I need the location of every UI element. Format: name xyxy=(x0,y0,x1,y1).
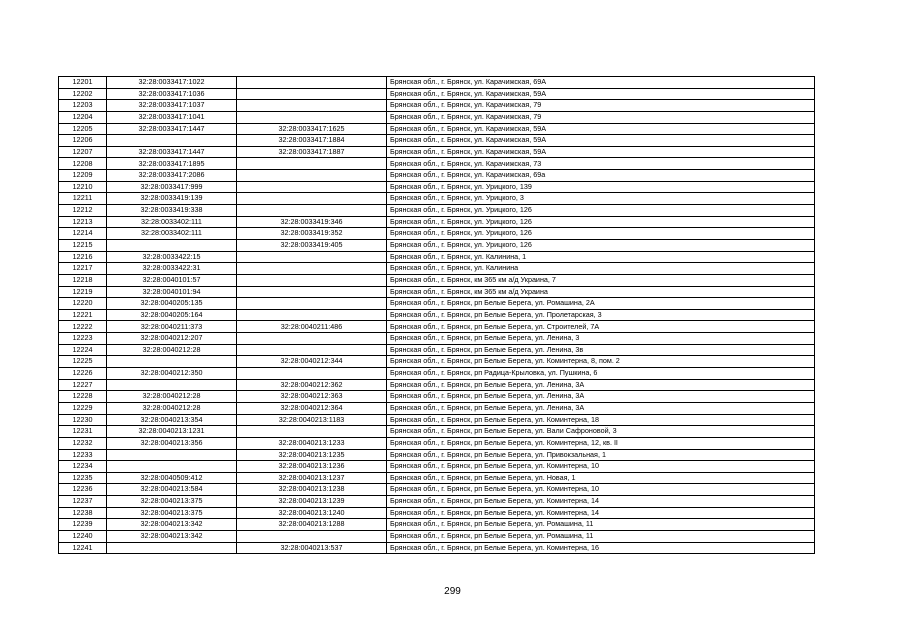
address-cell: Брянская обл., г. Брянск, ул. Карачижская, 73 xyxy=(387,158,815,170)
row-number-cell: 12210 xyxy=(59,181,107,193)
row-number-cell: 12237 xyxy=(59,496,107,508)
linked-cadastral-number-cell xyxy=(237,158,387,170)
linked-cadastral-number-cell: 32:28:0033419:405 xyxy=(237,239,387,251)
cadastral-number-cell: 32:28:0033419:338 xyxy=(107,205,237,217)
cadastral-number-cell xyxy=(107,239,237,251)
linked-cadastral-number-cell: 32:28:0040211:486 xyxy=(237,321,387,333)
linked-cadastral-number-cell xyxy=(237,426,387,438)
row-number-cell: 12213 xyxy=(59,216,107,228)
row-number-cell: 12231 xyxy=(59,426,107,438)
table-row xyxy=(59,239,815,251)
row-number-cell: 12209 xyxy=(59,170,107,182)
linked-cadastral-number-cell xyxy=(237,251,387,263)
row-number-cell: 12207 xyxy=(59,146,107,158)
cadastral-number-cell: 32:28:0040212:28 xyxy=(107,402,237,414)
table-row xyxy=(59,496,815,508)
cadastral-number-cell: 32:28:0040101:57 xyxy=(107,274,237,286)
cadastral-number-cell: 32:28:0033417:1036 xyxy=(107,88,237,100)
address-cell: Брянская обл., г. Брянск, рп Белые Берега, ул. Строителей, 7А xyxy=(387,321,815,333)
linked-cadastral-number-cell xyxy=(237,77,387,89)
table-row xyxy=(59,298,815,310)
address-cell: Брянская обл., г. Брянск, рп Белые Берега, ул. Ленина, 3 xyxy=(387,333,815,345)
cadastral-number-cell: 32:28:0033417:1895 xyxy=(107,158,237,170)
address-cell: Брянская обл., г. Брянск, ул. Карачижская, 59А xyxy=(387,135,815,147)
linked-cadastral-number-cell xyxy=(237,298,387,310)
cadastral-number-cell: 32:28:0040213:375 xyxy=(107,507,237,519)
row-number-cell: 12219 xyxy=(59,286,107,298)
cadastral-number-cell: 32:28:0040213:356 xyxy=(107,437,237,449)
address-cell: Брянская обл., г. Брянск, рп Белые Берега, ул. Ромашина, 11 xyxy=(387,519,815,531)
address-cell: Брянская обл., г. Брянск, ул. Калинина xyxy=(387,263,815,275)
table-row xyxy=(59,426,815,438)
cadastral-number-cell: 32:28:0033419:139 xyxy=(107,193,237,205)
registry-table xyxy=(58,76,815,554)
cadastral-number-cell: 32:28:0040212:28 xyxy=(107,391,237,403)
row-number-cell: 12230 xyxy=(59,414,107,426)
address-cell: Брянская обл., г. Брянск, ул. Карачижская, 79 xyxy=(387,111,815,123)
cadastral-number-cell: 32:28:0033417:1022 xyxy=(107,77,237,89)
row-number-cell: 12239 xyxy=(59,519,107,531)
linked-cadastral-number-cell xyxy=(237,368,387,380)
row-number-cell: 12214 xyxy=(59,228,107,240)
row-number-cell: 12225 xyxy=(59,356,107,368)
address-cell: Брянская обл., г. Брянск, рп Белые Берега, ул. Вали Сафроновой, 3 xyxy=(387,426,815,438)
linked-cadastral-number-cell: 32:28:0040213:1236 xyxy=(237,461,387,473)
table-row xyxy=(59,263,815,275)
address-cell: Брянская обл., г. Брянск, рп Белые Берега, ул. Коминтерна, 14 xyxy=(387,496,815,508)
address-cell: Брянская обл., г. Брянск, рп Белые Берега, ул. Ленина, 3А xyxy=(387,379,815,391)
linked-cadastral-number-cell: 32:28:0040213:1233 xyxy=(237,437,387,449)
cadastral-number-cell: 32:28:0033422:31 xyxy=(107,263,237,275)
linked-cadastral-number-cell xyxy=(237,333,387,345)
table-row xyxy=(59,228,815,240)
table-row xyxy=(59,193,815,205)
registry-table-body xyxy=(59,77,815,554)
linked-cadastral-number-cell xyxy=(237,309,387,321)
linked-cadastral-number-cell xyxy=(237,205,387,217)
table-row xyxy=(59,379,815,391)
row-number-cell: 12216 xyxy=(59,251,107,263)
cadastral-number-cell: 32:28:0033417:999 xyxy=(107,181,237,193)
linked-cadastral-number-cell xyxy=(237,286,387,298)
linked-cadastral-number-cell: 32:28:0033417:1887 xyxy=(237,146,387,158)
row-number-cell: 12204 xyxy=(59,111,107,123)
cadastral-number-cell: 32:28:0033417:2086 xyxy=(107,170,237,182)
address-cell: Брянская обл., г. Брянск, ул. Урицкого, 3 xyxy=(387,193,815,205)
table-row xyxy=(59,181,815,193)
address-cell: Брянская обл., г. Брянск, рп Белые Берега, ул. Привокзальная, 1 xyxy=(387,449,815,461)
address-cell: Брянская обл., г. Брянск, ул. Калинина, 1 xyxy=(387,251,815,263)
table-row xyxy=(59,158,815,170)
cadastral-number-cell: 32:28:0033417:1447 xyxy=(107,146,237,158)
table-row xyxy=(59,123,815,135)
row-number-cell: 12232 xyxy=(59,437,107,449)
row-number-cell: 12201 xyxy=(59,77,107,89)
cadastral-number-cell: 32:28:0040212:350 xyxy=(107,368,237,380)
row-number-cell: 12208 xyxy=(59,158,107,170)
address-cell: Брянская обл., г. Брянск, рп Белые Берега, ул. Коминтерна, 18 xyxy=(387,414,815,426)
linked-cadastral-number-cell: 32:28:0040213:1183 xyxy=(237,414,387,426)
address-cell: Брянская обл., г. Брянск, км 365 км а/д Украина xyxy=(387,286,815,298)
cadastral-number-cell: 32:28:0033402:111 xyxy=(107,216,237,228)
address-cell: Брянская обл., г. Брянск, рп Белые Берега, ул. Коминтерна, 10 xyxy=(387,461,815,473)
table-row xyxy=(59,507,815,519)
linked-cadastral-number-cell xyxy=(237,263,387,275)
row-number-cell: 12211 xyxy=(59,193,107,205)
table-row xyxy=(59,368,815,380)
row-number-cell: 12226 xyxy=(59,368,107,380)
linked-cadastral-number-cell: 32:28:0033417:1625 xyxy=(237,123,387,135)
row-number-cell: 12235 xyxy=(59,472,107,484)
row-number-cell: 12220 xyxy=(59,298,107,310)
linked-cadastral-number-cell xyxy=(237,181,387,193)
address-cell: Брянская обл., г. Брянск, рп Белые Берега, ул. Коминтерна, 14 xyxy=(387,507,815,519)
address-cell: Брянская обл., г. Брянск, ул. Урицкого, 126 xyxy=(387,228,815,240)
table-row xyxy=(59,530,815,542)
linked-cadastral-number-cell xyxy=(237,88,387,100)
address-cell: Брянская обл., г. Брянск, рп Радица-Крыловка, ул. Пушкина, 6 xyxy=(387,368,815,380)
row-number-cell: 12238 xyxy=(59,507,107,519)
linked-cadastral-number-cell xyxy=(237,530,387,542)
cadastral-number-cell: 32:28:0040211:373 xyxy=(107,321,237,333)
linked-cadastral-number-cell: 32:28:0040213:1239 xyxy=(237,496,387,508)
linked-cadastral-number-cell xyxy=(237,344,387,356)
linked-cadastral-number-cell: 32:28:0033419:352 xyxy=(237,228,387,240)
address-cell: Брянская обл., г. Брянск, рп Белые Берега, ул. Новая, 1 xyxy=(387,472,815,484)
linked-cadastral-number-cell: 32:28:0040212:362 xyxy=(237,379,387,391)
row-number-cell: 12203 xyxy=(59,100,107,112)
linked-cadastral-number-cell: 32:28:0040213:1240 xyxy=(237,507,387,519)
cadastral-number-cell: 32:28:0033422:15 xyxy=(107,251,237,263)
address-cell: Брянская обл., г. Брянск, ул. Карачижская, 69а xyxy=(387,170,815,182)
table-row xyxy=(59,309,815,321)
address-cell: Брянская обл., г. Брянск, ул. Урицкого, 126 xyxy=(387,239,815,251)
table-row xyxy=(59,251,815,263)
address-cell: Брянская обл., г. Брянск, ул. Урицкого, 139 xyxy=(387,181,815,193)
cadastral-number-cell xyxy=(107,449,237,461)
linked-cadastral-number-cell xyxy=(237,111,387,123)
table-row xyxy=(59,88,815,100)
linked-cadastral-number-cell: 32:28:0033419:346 xyxy=(237,216,387,228)
linked-cadastral-number-cell: 32:28:0040213:537 xyxy=(237,542,387,554)
address-cell: Брянская обл., г. Брянск, ул. Карачижская, 59А xyxy=(387,146,815,158)
row-number-cell: 12224 xyxy=(59,344,107,356)
row-number-cell: 12240 xyxy=(59,530,107,542)
table-row xyxy=(59,472,815,484)
row-number-cell: 12223 xyxy=(59,333,107,345)
table-row xyxy=(59,356,815,368)
linked-cadastral-number-cell: 32:28:0040213:1288 xyxy=(237,519,387,531)
row-number-cell: 12206 xyxy=(59,135,107,147)
cadastral-number-cell xyxy=(107,356,237,368)
cadastral-number-cell: 32:28:0040205:164 xyxy=(107,309,237,321)
linked-cadastral-number-cell xyxy=(237,274,387,286)
address-cell: Брянская обл., г. Брянск, рп Белые Берега, ул. Коминтерна, 16 xyxy=(387,542,815,554)
table-row xyxy=(59,402,815,414)
cadastral-number-cell xyxy=(107,461,237,473)
table-row xyxy=(59,321,815,333)
table-row xyxy=(59,216,815,228)
row-number-cell: 12241 xyxy=(59,542,107,554)
cadastral-number-cell xyxy=(107,135,237,147)
table-row xyxy=(59,449,815,461)
linked-cadastral-number-cell xyxy=(237,170,387,182)
row-number-cell: 12217 xyxy=(59,263,107,275)
cadastral-number-cell: 32:28:0033417:1037 xyxy=(107,100,237,112)
page-number: 299 xyxy=(444,586,461,597)
cadastral-number-cell: 32:28:0033402:111 xyxy=(107,228,237,240)
cadastral-number-cell xyxy=(107,379,237,391)
address-cell: Брянская обл., г. Брянск, рп Белые Берега, ул. Коминтерна, 8, пом. 2 xyxy=(387,356,815,368)
cadastral-number-cell: 32:28:0040212:28 xyxy=(107,344,237,356)
address-cell: Брянская обл., г. Брянск, рп Белые Берега, ул. Ромашина, 2А xyxy=(387,298,815,310)
cadastral-number-cell: 32:28:0040213:342 xyxy=(107,519,237,531)
linked-cadastral-number-cell: 32:28:0033417:1884 xyxy=(237,135,387,147)
row-number-cell: 12233 xyxy=(59,449,107,461)
linked-cadastral-number-cell: 32:28:0040213:1237 xyxy=(237,472,387,484)
table-row xyxy=(59,484,815,496)
row-number-cell: 12234 xyxy=(59,461,107,473)
table-row xyxy=(59,111,815,123)
address-cell: Брянская обл., г. Брянск, ул. Карачижская, 69А xyxy=(387,77,815,89)
linked-cadastral-number-cell: 32:28:0040212:363 xyxy=(237,391,387,403)
linked-cadastral-number-cell xyxy=(237,100,387,112)
table-row xyxy=(59,344,815,356)
cadastral-number-cell: 32:28:0040212:207 xyxy=(107,333,237,345)
table-row xyxy=(59,391,815,403)
cadastral-number-cell: 32:28:0040213:584 xyxy=(107,484,237,496)
table-row xyxy=(59,414,815,426)
table-row xyxy=(59,146,815,158)
row-number-cell: 12227 xyxy=(59,379,107,391)
cadastral-number-cell: 32:28:0040101:94 xyxy=(107,286,237,298)
cadastral-number-cell: 32:28:0040213:1231 xyxy=(107,426,237,438)
table-row xyxy=(59,77,815,89)
cadastral-number-cell xyxy=(107,542,237,554)
table-row xyxy=(59,333,815,345)
table-row xyxy=(59,542,815,554)
linked-cadastral-number-cell: 32:28:0040212:364 xyxy=(237,402,387,414)
address-cell: Брянская обл., г. Брянск, рп Белые Берега, ул. Пролетарская, 3 xyxy=(387,309,815,321)
linked-cadastral-number-cell: 32:28:0040213:1235 xyxy=(237,449,387,461)
cadastral-number-cell: 32:28:0033417:1041 xyxy=(107,111,237,123)
linked-cadastral-number-cell: 32:28:0040213:1238 xyxy=(237,484,387,496)
table-row xyxy=(59,135,815,147)
row-number-cell: 12202 xyxy=(59,88,107,100)
cadastral-number-cell: 32:28:0040509:412 xyxy=(107,472,237,484)
table-row xyxy=(59,519,815,531)
table-row xyxy=(59,461,815,473)
row-number-cell: 12212 xyxy=(59,205,107,217)
row-number-cell: 12222 xyxy=(59,321,107,333)
table-row xyxy=(59,274,815,286)
table-row xyxy=(59,437,815,449)
table-row xyxy=(59,286,815,298)
address-cell: Брянская обл., г. Брянск, рп Белые Берега, ул. Коминтерна, 12, кв. II xyxy=(387,437,815,449)
linked-cadastral-number-cell: 32:28:0040212:344 xyxy=(237,356,387,368)
cadastral-number-cell: 32:28:0040213:342 xyxy=(107,530,237,542)
row-number-cell: 12205 xyxy=(59,123,107,135)
address-cell: Брянская обл., г. Брянск, рп Белые Берега, ул. Ромашина, 11 xyxy=(387,530,815,542)
row-number-cell: 12218 xyxy=(59,274,107,286)
row-number-cell: 12228 xyxy=(59,391,107,403)
row-number-cell: 12229 xyxy=(59,402,107,414)
address-cell: Брянская обл., г. Брянск, рп Белые Берега, ул. Ленина, 3в xyxy=(387,344,815,356)
cadastral-number-cell: 32:28:0040213:354 xyxy=(107,414,237,426)
table-row xyxy=(59,205,815,217)
address-cell: Брянская обл., г. Брянск, ул. Карачижская, 59А xyxy=(387,123,815,135)
table-row xyxy=(59,100,815,112)
address-cell: Брянская обл., г. Брянск, км 365 км а/д Украина, 7 xyxy=(387,274,815,286)
address-cell: Брянская обл., г. Брянск, ул. Карачижская, 79 xyxy=(387,100,815,112)
address-cell: Брянская обл., г. Брянск, ул. Урицкого, 126 xyxy=(387,216,815,228)
address-cell: Брянская обл., г. Брянск, ул. Урицкого, 126 xyxy=(387,205,815,217)
cadastral-number-cell: 32:28:0040205:135 xyxy=(107,298,237,310)
address-cell: Брянская обл., г. Брянск, ул. Карачижская, 59А xyxy=(387,88,815,100)
address-cell: Брянская обл., г. Брянск, рп Белые Берега, ул. Ленина, 3А xyxy=(387,391,815,403)
row-number-cell: 12221 xyxy=(59,309,107,321)
table-row xyxy=(59,170,815,182)
cadastral-number-cell: 32:28:0040213:375 xyxy=(107,496,237,508)
address-cell: Брянская обл., г. Брянск, рп Белые Берега, ул. Ленина, 3А xyxy=(387,402,815,414)
address-cell: Брянская обл., г. Брянск, рп Белые Берега, ул. Коминтерна, 10 xyxy=(387,484,815,496)
linked-cadastral-number-cell xyxy=(237,193,387,205)
row-number-cell: 12236 xyxy=(59,484,107,496)
cadastral-number-cell: 32:28:0033417:1447 xyxy=(107,123,237,135)
row-number-cell: 12215 xyxy=(59,239,107,251)
